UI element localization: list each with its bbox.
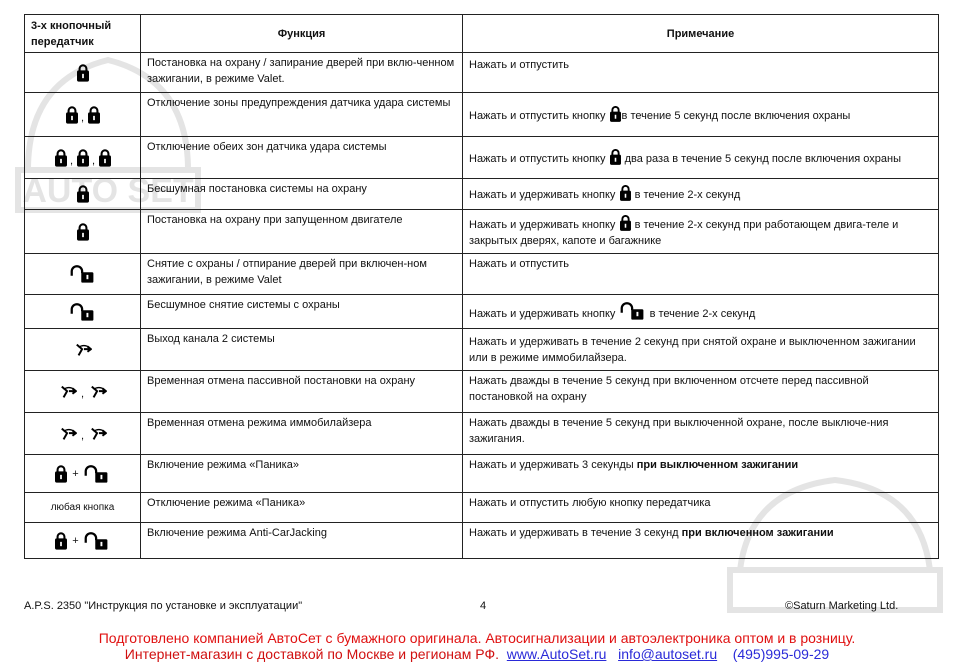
- button-cell: [25, 137, 141, 179]
- notice-line-2: [0, 646, 954, 662]
- aux-icon: [88, 384, 108, 400]
- notice-prefix: Интернет-магазин с доставкой по Москве и регионам РФ.: [124, 646, 500, 662]
- table-row: [25, 93, 939, 137]
- note-cell: [463, 295, 939, 329]
- note-text: в течение 2-х секунд: [634, 189, 741, 201]
- note-text: два раза в течение 5 секунд после включения охраны: [624, 152, 902, 165]
- button-cell: [25, 53, 141, 93]
- footer-title: A.P.S. 2350 "Инструкция по установке и эксплуатации": [24, 600, 303, 612]
- notice-line-1: Подготовлено компанией АвтоСет с бумажного оригинала. Автосигнализации и автоэлектроника оптом и в розницу.: [98, 630, 856, 646]
- note-cell: Нажать и удерживать в течение 2 секунд при снятой охране и выключенном зажигании или в режиме иммобилайзера.: [463, 329, 939, 371]
- function-cell: Временная отмена пассивной постановки на охрану: [141, 371, 463, 413]
- note-text: Нажать и отпустить кнопку: [469, 152, 606, 165]
- separator: ,: [80, 429, 85, 442]
- table-row: [25, 523, 939, 559]
- note-cell: Нажать дважды в течение 5 секунд при выключенной охране, после выключе-ния зажигания.: [463, 413, 939, 455]
- function-cell: Временная отмена режима иммобилайзера: [141, 413, 463, 455]
- note-text: Нажать и удерживать в течение 3 секунд: [469, 527, 679, 539]
- plus-sign: +: [72, 467, 79, 480]
- table-row: [25, 53, 939, 93]
- lock-icon: [66, 106, 78, 124]
- note-cell: Нажать и отпустить: [463, 254, 939, 295]
- table-row: [25, 210, 939, 254]
- aux-icon: [58, 384, 78, 400]
- function-table: [24, 14, 939, 559]
- table-row: [25, 455, 939, 493]
- note-cell: [463, 210, 939, 254]
- unlock-icon: [620, 302, 646, 320]
- function-cell: Бесшумная постановка системы на охрану: [141, 179, 463, 210]
- lock-icon: [77, 149, 89, 167]
- button-cell: [25, 371, 141, 413]
- lock-icon: [55, 149, 67, 167]
- unlock-icon: [84, 465, 110, 483]
- plus-sign: +: [72, 534, 79, 547]
- note-text: в течение 2-х секунд: [649, 307, 756, 320]
- note-cell: Нажать и отпустить: [463, 53, 939, 93]
- site-link[interactable]: www.AutoSet.ru: [506, 646, 607, 662]
- lock-icon: [55, 532, 67, 550]
- note-text: Нажать и отпустить кнопку: [469, 109, 606, 122]
- table-row: [25, 295, 939, 329]
- separator: ,: [80, 387, 85, 400]
- button-cell: [25, 179, 141, 210]
- note-text: Нажать и удерживать кнопку: [469, 218, 616, 231]
- function-cell: Постановка на охрану при запущенном двигателе: [141, 210, 463, 254]
- button-cell: [25, 523, 141, 559]
- lock-icon: [77, 185, 89, 203]
- table-row: [25, 137, 939, 179]
- lock-icon: [99, 149, 111, 167]
- table-row: [25, 371, 939, 413]
- function-cell: Снятие с охраны / отпирание дверей при включен-ном зажигании, в режиме Valet: [141, 254, 463, 295]
- function-cell: Выход канала 2 системы: [141, 329, 463, 371]
- note-cell: [463, 455, 939, 493]
- separator: ,: [91, 154, 96, 167]
- separator: ,: [80, 111, 85, 124]
- note-cell: Нажать дважды в течение 5 секунд при включенном отсчете перед пассивной постановкой на охрану: [463, 371, 939, 413]
- note-bold: при включенном зажигании: [681, 527, 834, 539]
- aux-icon: [58, 426, 78, 442]
- table-row: [25, 254, 939, 295]
- button-cell: [25, 329, 141, 371]
- table-header: [25, 15, 939, 53]
- button-cell: [25, 413, 141, 455]
- footer-copyright: ©Saturn Marketing Ltd.: [785, 600, 899, 612]
- lock-icon: [610, 106, 621, 122]
- table-row: [25, 179, 939, 210]
- email-link[interactable]: info@autoset.ru: [618, 646, 718, 662]
- separator: ,: [69, 154, 74, 167]
- function-cell: Постановка на охрану / запирание дверей при вклю-ченном зажигании, в режиме Valet.: [141, 53, 463, 93]
- header-function: Функция: [141, 15, 463, 53]
- table-row: [25, 329, 939, 371]
- note-text: Нажать и удерживать кнопку: [469, 189, 616, 201]
- note-cell: [463, 179, 939, 210]
- note-text: Нажать и удерживать кнопку: [469, 307, 616, 320]
- function-cell: Включение режима «Паника»: [141, 455, 463, 493]
- note-text: в течение 5 секунд после включения охраны: [621, 109, 851, 122]
- button-cell: [25, 455, 141, 493]
- function-cell: Бесшумное снятие системы с охраны: [141, 295, 463, 329]
- lock-icon: [620, 215, 631, 231]
- page-number: 4: [480, 600, 487, 612]
- button-cell: любая кнопка: [25, 493, 141, 523]
- unlock-icon: [70, 265, 96, 283]
- note-text: в течение 2-х секунд при работающем двига-теле и закрытых дверях, капоте и багажнике: [469, 218, 899, 247]
- lock-icon: [610, 149, 621, 165]
- table-row: [25, 493, 939, 523]
- button-cell: [25, 254, 141, 295]
- function-cell: Включение режима Anti-CarJacking: [141, 523, 463, 559]
- note-cell: [463, 523, 939, 559]
- note-cell: [463, 93, 939, 137]
- lock-icon: [55, 465, 67, 483]
- button-cell: [25, 210, 141, 254]
- function-cell: Отключение режима «Паника»: [141, 493, 463, 523]
- button-cell: [25, 295, 141, 329]
- lock-icon: [77, 64, 89, 82]
- lock-icon: [620, 185, 631, 201]
- function-cell: Отключение обеих зон датчика удара системы: [141, 137, 463, 179]
- unlock-icon: [84, 532, 110, 550]
- phone-number: (495)995-09-29: [732, 646, 830, 662]
- header-button: 3-х кнопочный передатчик: [25, 15, 141, 53]
- unlock-icon: [70, 303, 96, 321]
- watermark-text: AUTO SET: [22, 172, 194, 210]
- note-cell: [463, 137, 939, 179]
- aux-icon: [73, 342, 93, 358]
- header-note: Примечание: [463, 15, 939, 53]
- button-cell: [25, 93, 141, 137]
- note-text: Нажать и удерживать 3 секунды: [469, 459, 634, 471]
- lock-icon: [88, 106, 100, 124]
- function-cell: Отключение зоны предупреждения датчика удара системы: [141, 93, 463, 137]
- aux-icon: [88, 426, 108, 442]
- table-row: [25, 413, 939, 455]
- note-bold: при выключенном зажигании: [636, 459, 799, 471]
- lock-icon: [77, 223, 89, 241]
- note-cell: Нажать и отпустить любую кнопку передатчика: [463, 493, 939, 523]
